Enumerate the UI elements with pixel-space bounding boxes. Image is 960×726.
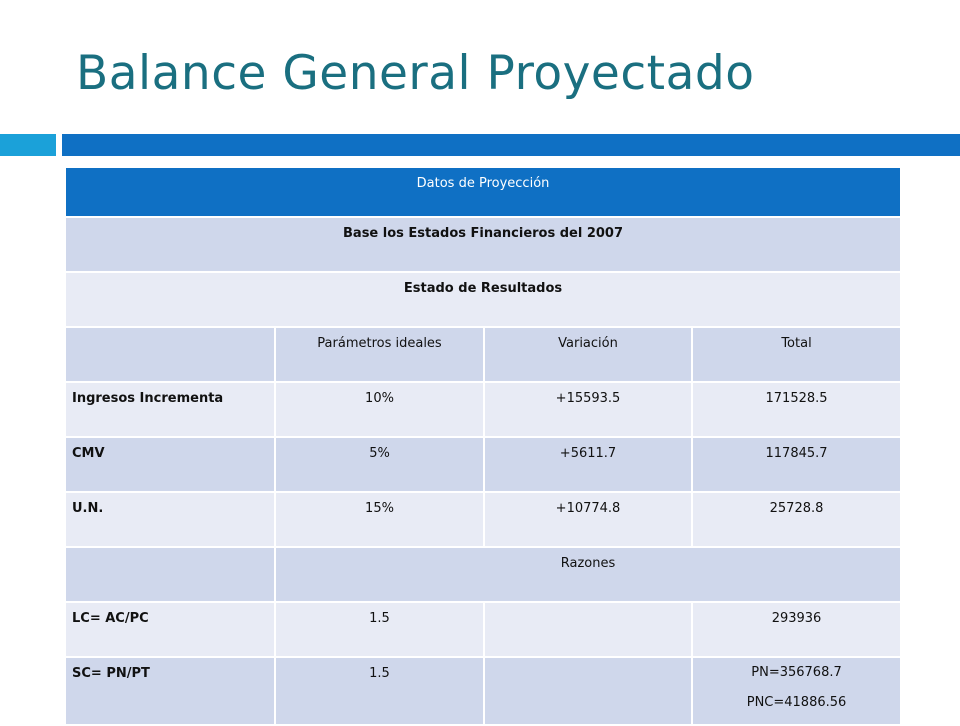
- row-variation: +10774.8: [484, 492, 692, 547]
- ratio-variation: [484, 657, 692, 725]
- table-row: [65, 602, 901, 657]
- ratio-param: 1.5: [275, 602, 484, 657]
- slide-title: Balance General Proyectado: [76, 46, 755, 101]
- accent-bar-main: [62, 134, 960, 156]
- row-total: 117845.7: [692, 437, 901, 492]
- row-param: 15%: [275, 492, 484, 547]
- empty-cell: [65, 547, 275, 602]
- ratio-param: 1.5: [275, 657, 484, 725]
- ratio-label: SC= PN/PT: [65, 657, 275, 725]
- row-label: CMV: [65, 437, 275, 492]
- table-header: Datos de Proyección: [65, 167, 901, 217]
- razones-row: [65, 547, 901, 602]
- row-param: 5%: [275, 437, 484, 492]
- row-param: 10%: [275, 382, 484, 437]
- row-total: 25728.8: [692, 492, 901, 547]
- column-header-total: Total: [692, 327, 901, 382]
- ratio-label: LC= AC/PC: [65, 602, 275, 657]
- table-row: [65, 437, 901, 492]
- ratio-total: 293936: [692, 602, 901, 657]
- razones-label: Razones: [275, 547, 901, 602]
- table-subheader-base: Base los Estados Financieros del 2007: [65, 217, 901, 272]
- ratio-total-line1: PN=356768.7: [751, 665, 842, 680]
- ratio-total-line2: PNC=41886.56: [746, 695, 847, 710]
- table-row: [65, 657, 901, 725]
- column-header-params: Parámetros ideales: [275, 327, 484, 382]
- projection-table: [64, 166, 902, 726]
- table-subheader-results: Estado de Resultados: [65, 272, 901, 327]
- accent-bar-small: [0, 134, 56, 156]
- row-total: 171528.5: [692, 382, 901, 437]
- table-row: [65, 492, 901, 547]
- ratio-variation: [484, 602, 692, 657]
- ratio-total: [692, 657, 901, 725]
- column-header-variation: Variación: [484, 327, 692, 382]
- row-label: Ingresos Incrementa: [65, 382, 275, 437]
- table-row: [65, 382, 901, 437]
- row-variation: +5611.7: [484, 437, 692, 492]
- empty-cell: [65, 327, 275, 382]
- column-header-row: [65, 327, 901, 382]
- row-label: U.N.: [65, 492, 275, 547]
- row-variation: +15593.5: [484, 382, 692, 437]
